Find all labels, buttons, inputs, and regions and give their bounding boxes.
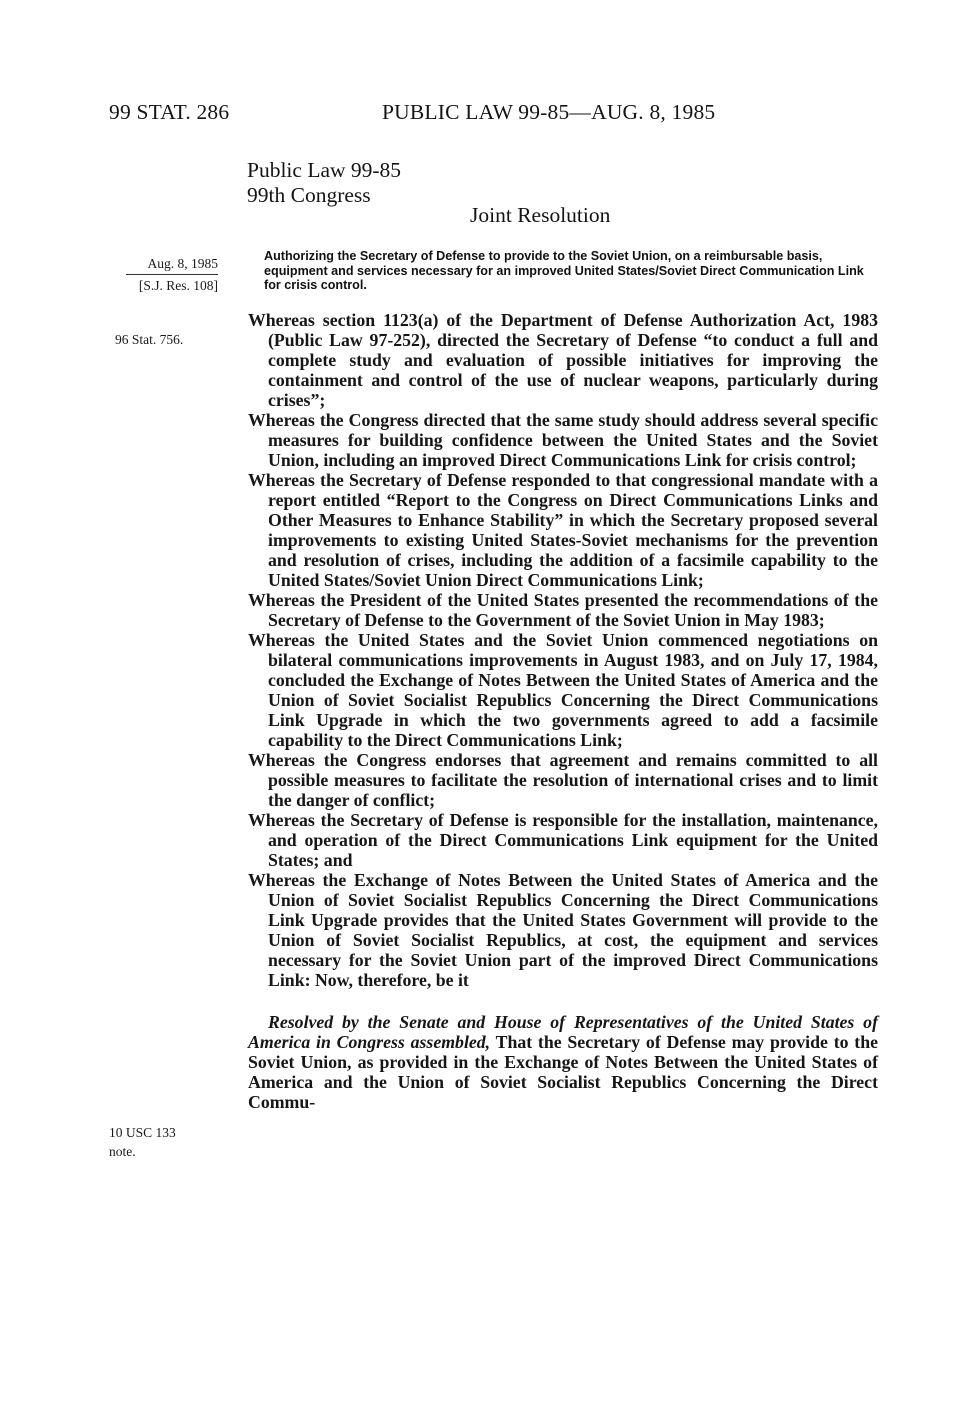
whereas-clause: Whereas the Secretary of Defense responded to that congressional mandate with a report entitled “Report to the Congress on Direct Communications Links and Other Measures to Enhance Stability” in which the Secretary proposed several improvements to existing United States-Soviet mechanisms for the prevention and resolution of crises, including the addition of a facsimile capability to the United States/Soviet Union Direct Communications Link; <box>248 470 878 590</box>
resolved-clause <box>248 1012 878 1112</box>
whereas-clause: Whereas the United States and the Soviet Union commenced negotiations on bilateral communications improvements in August 1983, and on July 17, 1984, concluded the Exchange of Notes Between the United States of America and the Union of Soviet Socialist Republics Concerning the Direct Communications Link Upgrade in which the two governments agreed to add a facsimile capability to the Direct Communications Link; <box>248 630 878 750</box>
usc-ref-line2: note. <box>109 1144 136 1159</box>
law-heading <box>247 158 401 208</box>
usc-ref-line1: 10 USC 133 <box>109 1125 176 1140</box>
margin-note-date-bill <box>120 254 218 295</box>
whereas-clause: Whereas the Exchange of Notes Between the United States of America and the Union of Soviet Socialist Republics Concerning the Direct Communications Link Upgrade provides that the United States Government will provide to the Union of Soviet Socialist Republics, at cost, the equipment and services necessary for the Soviet Union part of the improved Direct Communications Link: Now, therefore, be it <box>248 870 878 990</box>
margin-divider <box>126 274 218 275</box>
resolution-body <box>248 310 878 1112</box>
whereas-clause: Whereas the Congress endorses that agreement and remains committed to all possible measures to facilitate the resolution of international crises and to limit the danger of conflict; <box>248 750 878 810</box>
stat-page-number: 99 STAT. 286 <box>109 100 230 124</box>
bill-number: [S.J. Res. 108] <box>138 278 218 293</box>
whereas-clause: Whereas the Secretary of Defense is responsible for the installation, maintenance, and operation of the Direct Communications Link equipment for the United States; and <box>248 810 878 870</box>
whereas-clause: Whereas the President of the United States presented the recommendations of the Secretary of Defense to the Government of the Soviet Union in May 1983; <box>248 590 878 630</box>
margin-note-stat-ref: 96 Stat. 756. <box>115 332 184 347</box>
running-title: PUBLIC LAW 99-85—AUG. 8, 1985 <box>382 100 716 124</box>
margin-note-usc-ref <box>109 1123 176 1161</box>
enactment-date: Aug. 8, 1985 <box>147 256 218 271</box>
enacting-clause: Resolved by the Senate and House of Representatives of the United States of America in Congress assembled, <box>248 1012 878 1052</box>
whereas-clause: Whereas section 1123(a) of the Department of Defense Authorization Act, 1983 (Public Law 97-252), directed the Secretary of Defense “to conduct a full and complete study and evaluation of possible initiatives for improving the containment and control of the use of nuclear weapons, particularly during crises”; <box>248 310 878 410</box>
resolution-type: Joint Resolution <box>470 203 611 227</box>
law-number: Public Law 99-85 <box>247 158 402 182</box>
resolved-text: That the Secretary of Defense may provide to the Soviet Union, as provided in the Exchange of Notes Between the United States of America and the Union of Soviet Socialist Republics Concerning the Direct Commu- <box>248 1032 878 1112</box>
congress-number: 99th Congress <box>247 183 371 207</box>
whereas-clause: Whereas the Congress directed that the same study should address several specific measures for building confidence between the United States and the Soviet Union, including an improved Direct Communications Link for crisis control; <box>248 410 878 470</box>
resolution-summary <box>264 249 876 293</box>
summary-text: Authorizing the Secretary of Defense to provide to the Soviet Union, on a reimbursable basis, equipment and services necessary for an improved United States/Soviet Direct Communication Link for crisis control. <box>264 249 864 292</box>
